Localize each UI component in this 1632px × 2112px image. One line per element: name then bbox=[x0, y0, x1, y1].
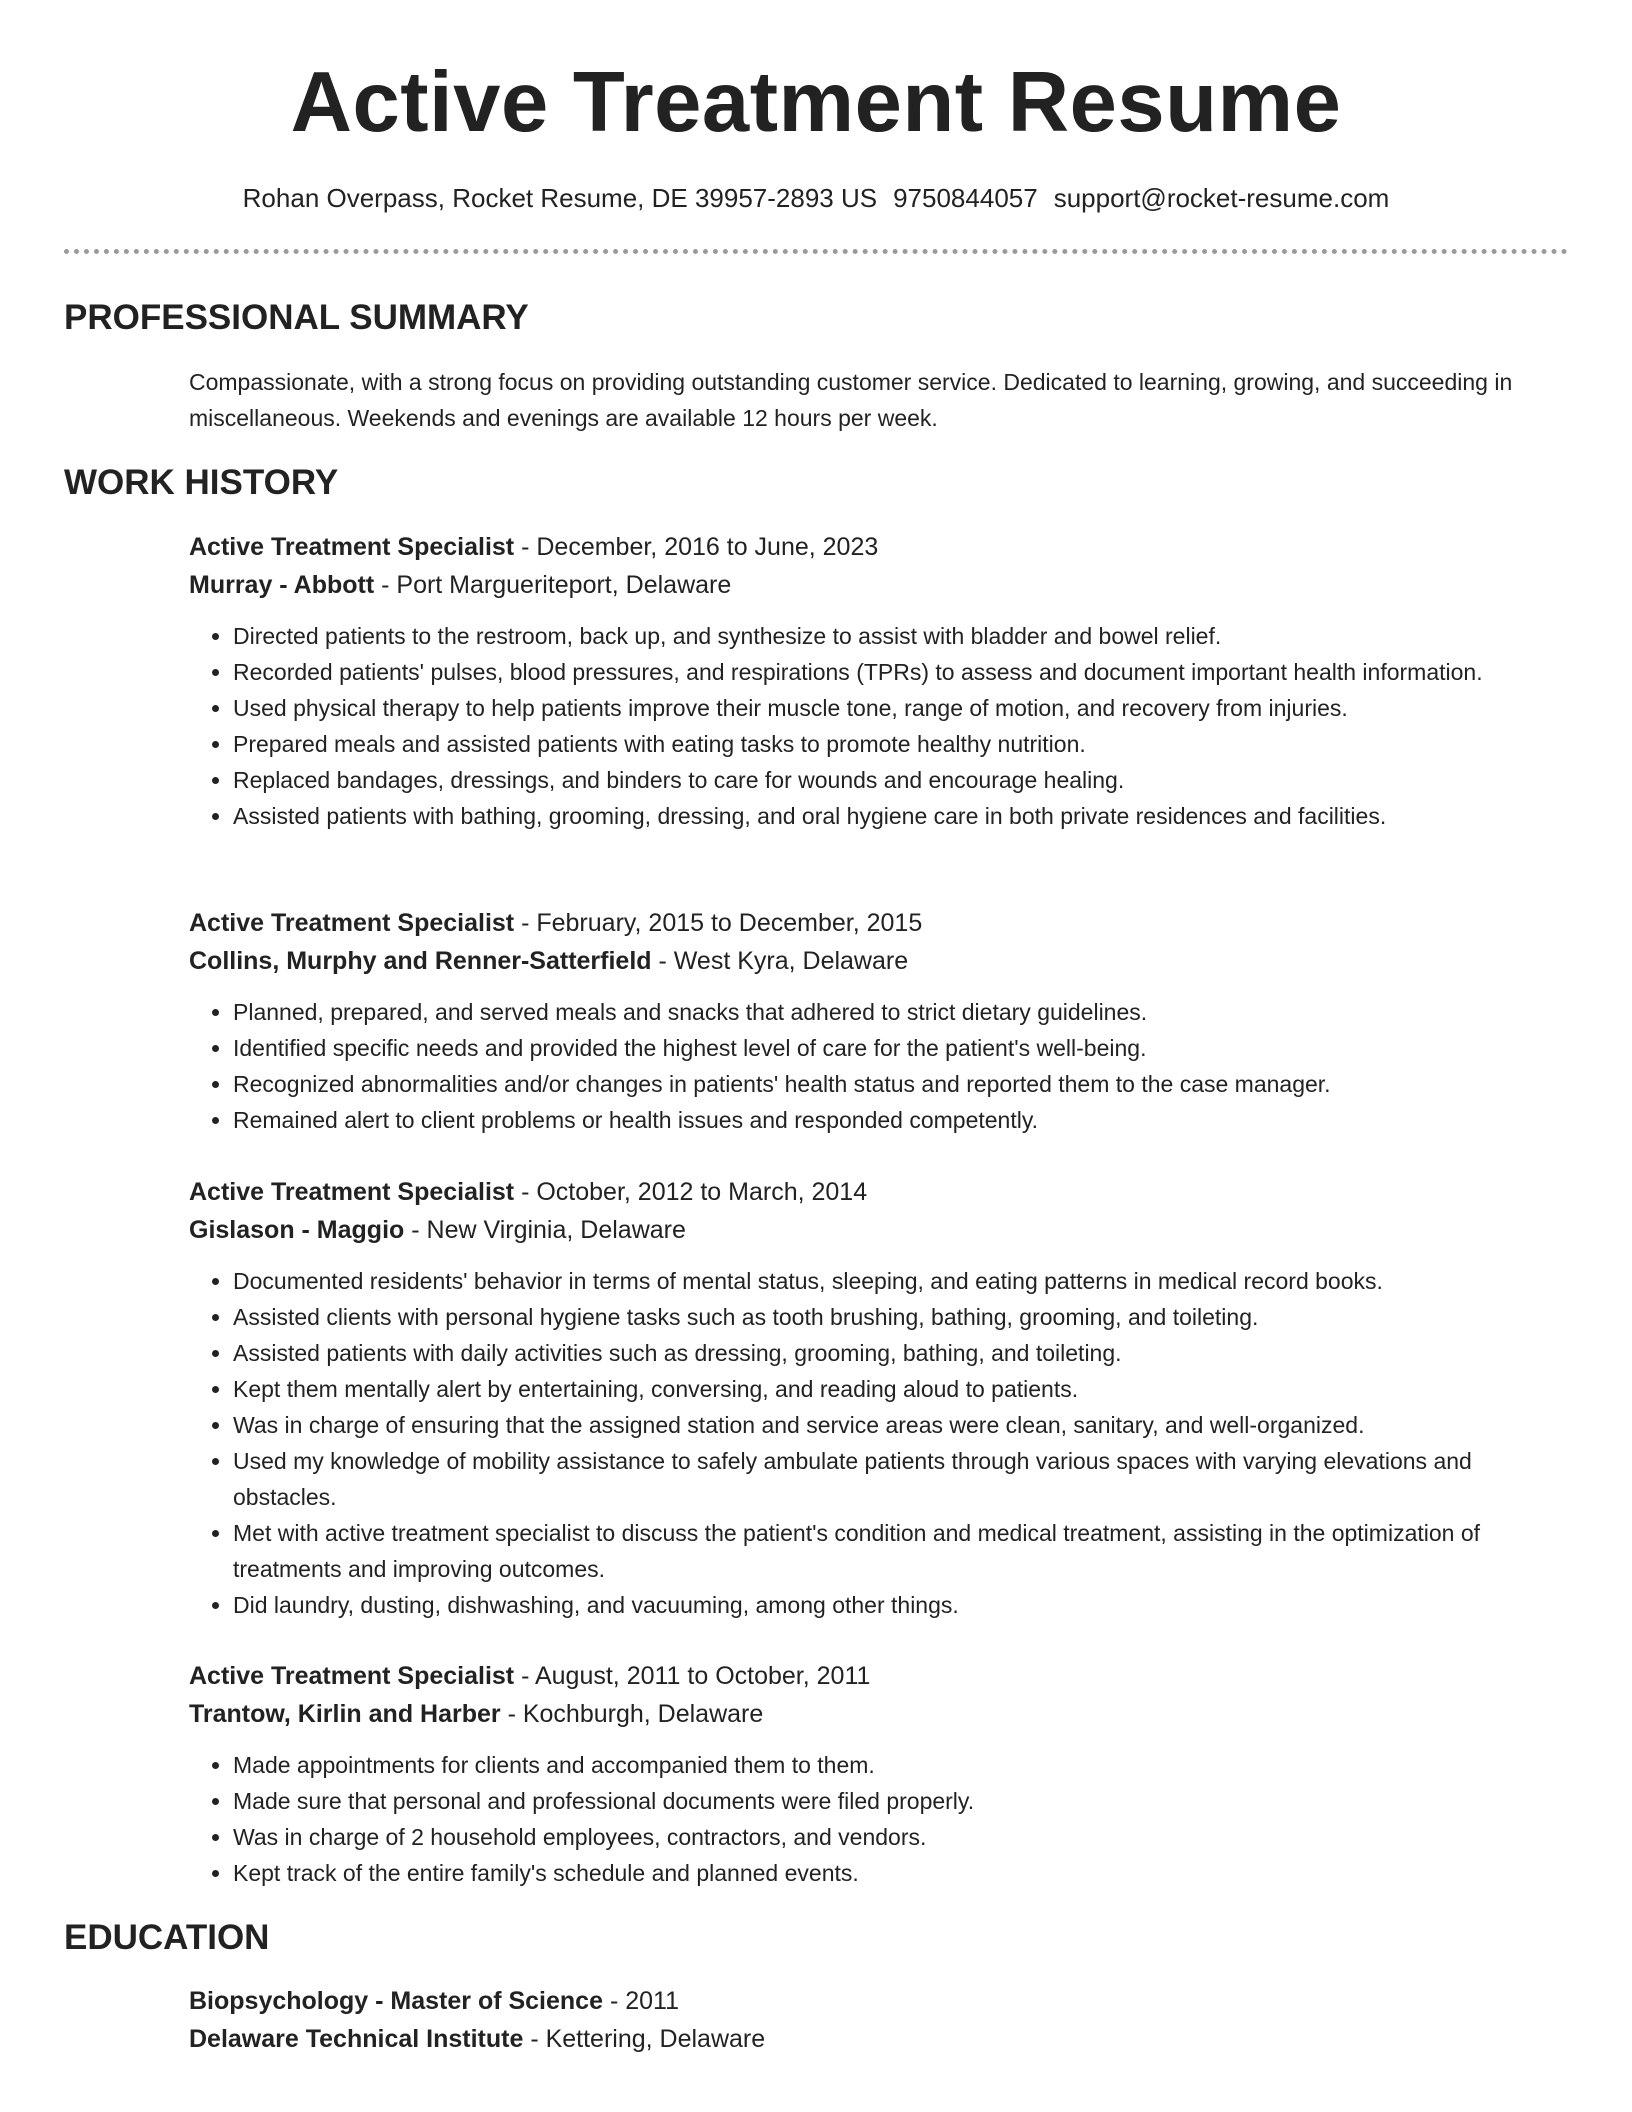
job-duty: • Was in charge of 2 household employees, contractors, and vendors. bbox=[233, 1819, 1569, 1855]
job-duties-list bbox=[189, 1747, 1569, 1891]
job-duty: • Used my knowledge of mobility assistance to safely ambulate patients through various spaces with varying elevations and obstacles. bbox=[233, 1443, 1569, 1515]
job-entry bbox=[189, 1657, 1569, 1891]
job-duty: • Identified specific needs and provided the highest level of care for the patient's well-being. bbox=[233, 1030, 1569, 1066]
header-divider bbox=[64, 249, 1568, 254]
job-title: Active Treatment Specialist bbox=[189, 909, 515, 937]
summary-heading: PROFESSIONAL SUMMARY bbox=[64, 298, 529, 337]
job-entry bbox=[189, 1173, 1569, 1623]
job-duties-list bbox=[189, 618, 1569, 834]
job-dates: - August, 2011 to October, 2011 bbox=[514, 1662, 871, 1690]
job-title-line bbox=[189, 904, 1569, 942]
job-title-line bbox=[189, 528, 1569, 566]
contact-line bbox=[0, 180, 1632, 216]
education-year: - 2011 bbox=[603, 1987, 679, 2015]
job-company-line bbox=[189, 566, 1569, 604]
job-company: Collins, Murphy and Renner-Satterfield bbox=[189, 947, 652, 975]
job-duty: • Assisted clients with personal hygiene tasks such as tooth brushing, bathing, grooming, and toileting. bbox=[233, 1299, 1569, 1335]
job-duty: • Used physical therapy to help patients improve their muscle tone, range of motion, and recovery from injuries. bbox=[233, 690, 1569, 726]
job-duty: • Prepared meals and assisted patients with eating tasks to promote healthy nutrition. bbox=[233, 726, 1569, 762]
job-dates: - February, 2015 to December, 2015 bbox=[514, 909, 923, 937]
job-entry bbox=[189, 528, 1569, 834]
job-location: - Kochburgh, Delaware bbox=[500, 1700, 764, 1728]
job-company-line bbox=[189, 1211, 1569, 1249]
work-history-heading: WORK HISTORY bbox=[64, 463, 339, 502]
job-duty: • Kept them mentally alert by entertaining, conversing, and reading aloud to patients. bbox=[233, 1371, 1569, 1407]
contact-phone: 9750844057 bbox=[893, 183, 1038, 213]
job-duty: • Made appointments for clients and accompanied them to them. bbox=[233, 1747, 1569, 1783]
job-company: Trantow, Kirlin and Harber bbox=[189, 1700, 501, 1728]
job-title: Active Treatment Specialist bbox=[189, 1662, 515, 1690]
job-title: Active Treatment Specialist bbox=[189, 533, 515, 561]
job-duty: • Made sure that personal and professional documents were filed properly. bbox=[233, 1783, 1569, 1819]
job-duty: • Did laundry, dusting, dishwashing, and vacuuming, among other things. bbox=[233, 1587, 1569, 1623]
education-location: - Kettering, Delaware bbox=[523, 2025, 766, 2053]
job-duties-list bbox=[189, 994, 1569, 1138]
job-duties-list bbox=[189, 1263, 1569, 1623]
job-title-line bbox=[189, 1173, 1569, 1211]
job-duty: • Recorded patients' pulses, blood pressures, and respirations (TPRs) to assess and document important health information. bbox=[233, 654, 1569, 690]
job-location: - New Virginia, Delaware bbox=[404, 1216, 686, 1244]
education-heading: EDUCATION bbox=[64, 1918, 270, 1957]
job-duty: • Recognized abnormalities and/or changes in patients' health status and reported them to the case manager. bbox=[233, 1066, 1569, 1102]
contact-address: Rohan Overpass, Rocket Resume, DE 39957-2893 US bbox=[242, 183, 878, 213]
job-duty: • Assisted patients with bathing, grooming, dressing, and oral hygiene care in both private residences and facilities. bbox=[233, 798, 1569, 834]
job-entry bbox=[189, 904, 1569, 1138]
education-school: Delaware Technical Institute bbox=[189, 2025, 524, 2053]
job-duty: • Assisted patients with daily activities such as dressing, grooming, bathing, and toileting. bbox=[233, 1335, 1569, 1371]
resume-title: Active Treatment Resume bbox=[290, 55, 1342, 150]
job-company: Murray - Abbott bbox=[189, 571, 375, 599]
job-duty: • Remained alert to client problems or health issues and responded competently. bbox=[233, 1102, 1569, 1138]
job-duty: • Met with active treatment specialist to discuss the patient's condition and medical treatment, assisting in the optimization of treatments and improving outcomes. bbox=[233, 1515, 1569, 1587]
education-entry bbox=[189, 1982, 1569, 2058]
job-duty: • Replaced bandages, dressings, and binders to care for wounds and encourage healing. bbox=[233, 762, 1569, 798]
job-duty: • Planned, prepared, and served meals and snacks that adhered to strict dietary guidelines. bbox=[233, 994, 1569, 1030]
job-location: - West Kyra, Delaware bbox=[651, 947, 909, 975]
job-dates: - December, 2016 to June, 2023 bbox=[514, 533, 879, 561]
job-title-line bbox=[189, 1657, 1569, 1695]
education-school-line bbox=[189, 2020, 1569, 2058]
summary-text: Compassionate, with a strong focus on providing outstanding customer service. Dedicated to learning, growing, and succeeding in miscellaneous. Weekends and evenings are available 12 hours per week. bbox=[189, 369, 1513, 431]
job-company-line bbox=[189, 942, 1569, 980]
job-title: Active Treatment Specialist bbox=[189, 1178, 515, 1206]
contact-email: support@rocket-resume.com bbox=[1053, 183, 1390, 213]
job-duty: • Kept track of the entire family's schedule and planned events. bbox=[233, 1855, 1569, 1891]
job-duty: • Was in charge of ensuring that the assigned station and service areas were clean, sanitary, and well-organized. bbox=[233, 1407, 1569, 1443]
job-duty: • Directed patients to the restroom, back up, and synthesize to assist with bladder and bowel relief. bbox=[233, 618, 1569, 654]
job-dates: - October, 2012 to March, 2014 bbox=[514, 1178, 868, 1206]
job-company: Gislason - Maggio bbox=[189, 1216, 405, 1244]
education-degree: Biopsychology - Master of Science bbox=[189, 1987, 603, 2015]
job-location: - Port Margueriteport, Delaware bbox=[374, 571, 732, 599]
job-company-line bbox=[189, 1695, 1569, 1733]
education-degree-line bbox=[189, 1982, 1569, 2020]
job-duty: • Documented residents' behavior in terms of mental status, sleeping, and eating patterns in medical record books. bbox=[233, 1263, 1569, 1299]
